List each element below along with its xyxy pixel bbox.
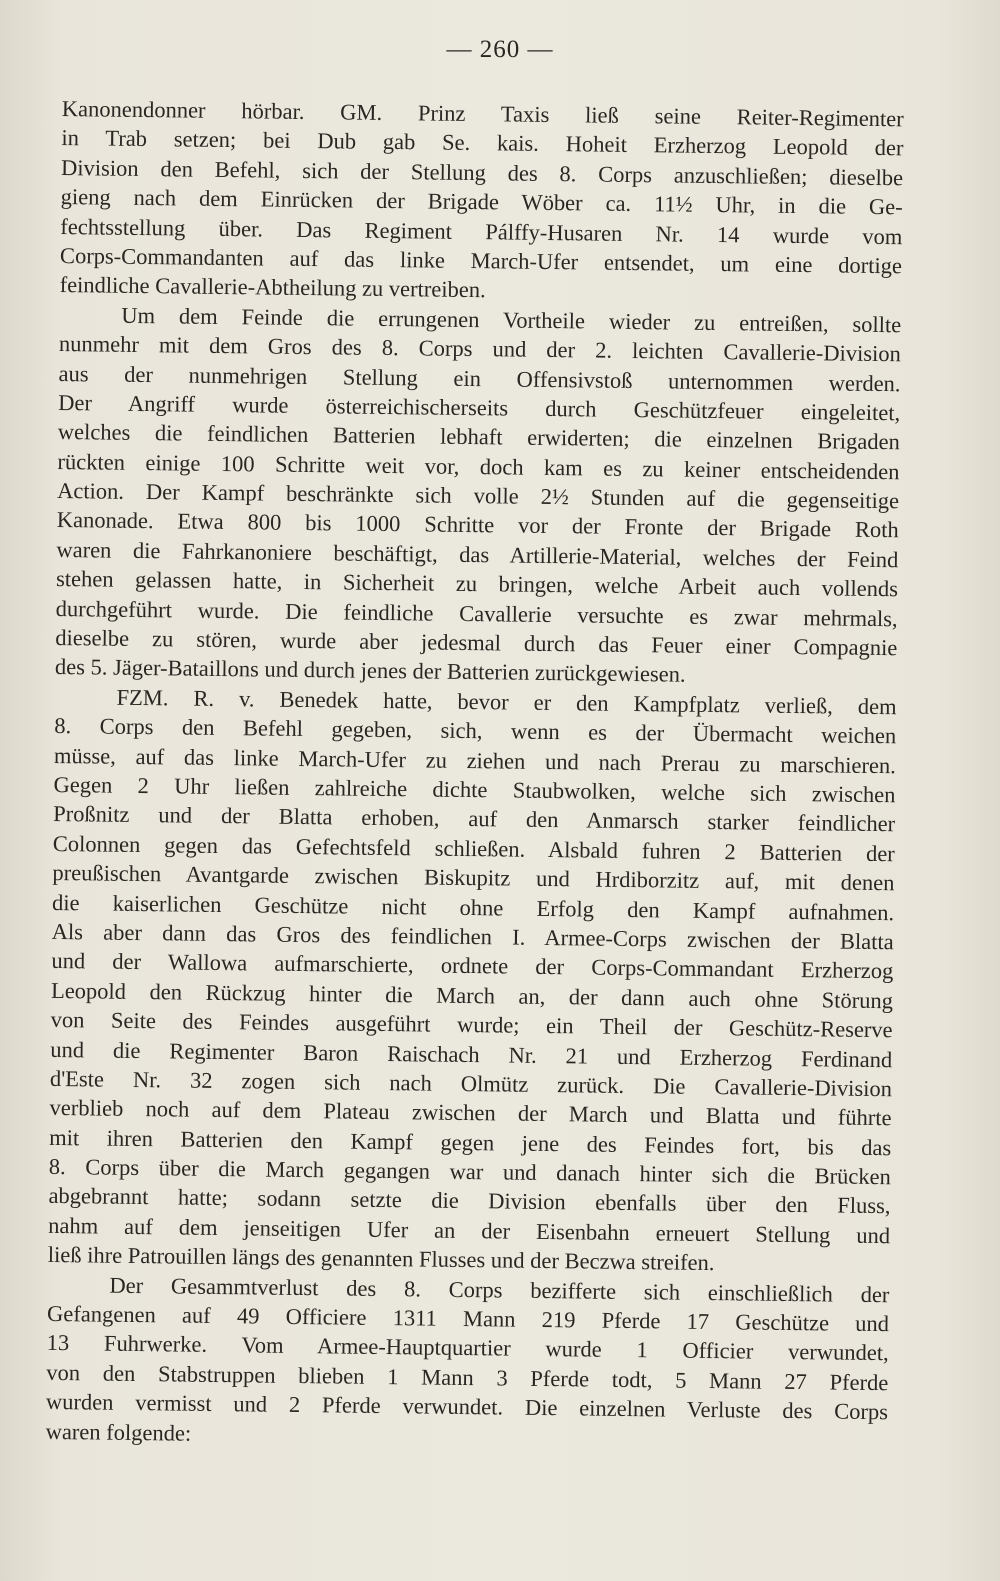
text-line: müsse, auf das linke March-Ufer zu ziehen und nach Prerau zu marschieren. <box>53 742 897 778</box>
text-line: fechtsstellung über. Das Regiment Pálffy-Husaren Nr. 14 wurde vom <box>60 213 903 249</box>
text-line: Kanonade. Etwa 800 bis 1000 Schritte vor der Fronte der Brigade Roth <box>56 507 899 543</box>
text-line: waren folgende: <box>45 1418 192 1446</box>
text-line: Action. Der Kampf beschränkte sich volle 2½ Stunden auf die gegenseitige <box>57 478 900 514</box>
text-line: von Seite des Feindes ausgeführt wurde; ein Theil der Geschütz-Reserve <box>50 1007 893 1043</box>
text-line: ließ ihre Patrouillen längs des genannten Flusses und der Beczwa streifen. <box>47 1242 715 1276</box>
text-line: des 5. Jäger-Bataillons und durch jenes der Batterien zurückgewiesen. <box>54 654 686 688</box>
text-line: und die Regimenter Baron Raischach Nr. 21 und Erzherzog Ferdinand <box>50 1036 893 1072</box>
text-line: Um dem Feinde die errungenen Vortheile wieder zu entreißen, sollte <box>121 302 902 338</box>
text-line: stehen gelassen hatte, in Sicherheit zu bringen, welche Arbeit auch vollends <box>55 566 899 602</box>
text-line: gieng nach dem Einrücken der Brigade Wöber ca. 11½ Uhr, in die Ge- <box>60 184 903 220</box>
text-line: feindliche Cavallerie-Abtheilung zu vertreiben. <box>59 272 486 303</box>
text-line: Leopold den Rückzug hinter die March an, der dann auch ohne Störung <box>50 977 894 1013</box>
text-line: die kaiserlichen Geschütze nicht ohne Erfolg den Kampf aufnahmen. <box>51 889 895 925</box>
text-line: nahm auf dem jenseitigen Ufer an der Eisenbahn erneuert Stellung und <box>48 1212 891 1249</box>
text-line: in Trab setzen; bei Dub gab Se. kais. Hoheit Erzherzog Leopold der <box>61 125 904 161</box>
text-line: und der Wallowa aufmarschierte, ordnete der Corps-Commandant Erzherzog <box>51 948 894 984</box>
text-line: FZM. R. v. Benedek hatte, bevor er den Kampfplatz verließ, dem <box>116 684 897 720</box>
text-line: 8. Corps den Befehl gegeben, sich, wenn es der Übermacht weichen <box>54 713 897 749</box>
text-line: Division den Befehl, sich der Stellung des 8. Corps anzuschließen; dieselbe <box>60 154 904 191</box>
body-text <box>45 94 903 1456</box>
text-line: preußischen Avantgarde zwischen Biskupitz und Hrdiborzitz auf, mit denen <box>52 860 895 896</box>
text-line: verblieb noch auf dem Plateau zwischen der March und Blatta und führte <box>49 1095 892 1131</box>
text-line: wurden vermisst und 2 Pferde verwundet. Die einzelnen Verluste des Corps <box>45 1389 889 1425</box>
text-line: nunmehr mit dem Gros des 8. Corps und der 2. leichten Cavallerie-Division <box>58 331 902 367</box>
text-line: Der Angriff wurde österreichischerseits durch Geschützfeuer eingeleitet, <box>58 389 901 426</box>
page-number: — 260 — <box>446 36 554 63</box>
text-line: mit ihren Batterien den Kampf gegen jene des Feindes fort, bis das <box>49 1124 892 1160</box>
text-line: durchgeführt wurde. Die feindliche Cavallerie versuchte es zwar mehrmals, <box>55 595 898 631</box>
text-line: aus der nunmehrigen Stellung ein Offensivstoß unternommen werden. <box>58 360 901 396</box>
text-line: dieselbe zu stören, wurde aber jedesmal durch das Feuer einer Compagnie <box>55 624 898 661</box>
text-line: Gegen 2 Uhr ließen zahlreiche dichte Staubwolken, welche sich zwischen <box>53 771 896 808</box>
text-line: waren die Fahrkanoniere beschäftigt, das Artillerie-Material, welches der Feind <box>56 536 899 573</box>
text-line: Kanonendonner hörbar. GM. Prinz Taxis ließ seine Reiter-Regimenter <box>61 95 904 132</box>
text-line: Colonnen gegen das Gefechtsfeld schließen. Alsbald fuhren 2 Batterien der <box>52 830 895 866</box>
text-line: Proßnitz und der Blatta erhoben, auf den Anmarsch starker feindlicher <box>53 801 896 837</box>
text-line: 13 Fuhrwerke. Vom Armee-Hauptquartier wurde 1 Officier verwundet, <box>46 1330 889 1366</box>
text-line: abgebrannt hatte; sodann setzte die Division ebenfalls über den Fluss, <box>48 1183 891 1219</box>
text-line: Der Gesammtverlust des 8. Corps bezifferte sich einschließlich der <box>109 1272 890 1307</box>
text-line: rückten einige 100 Schritte weit vor, doch kam es zu keiner entscheidenden <box>57 448 900 484</box>
text-line: 8. Corps über die March gegangen war und danach hinter sich die Brücken <box>48 1153 891 1190</box>
text-line: Als aber dann das Gros des feindlichen I. Armee-Corps zwischen der Blatta <box>51 918 894 955</box>
text-line: Corps-Commandanten auf das linke March-Ufer entsendet, um eine dortige <box>59 242 903 279</box>
text-line: von den Stabstruppen blieben 1 Mann 3 Pferde todt, 5 Mann 27 Pferde <box>46 1359 889 1395</box>
text-line: Gefangenen auf 49 Officiere 1311 Mann 219 Pferde 17 Geschütze und <box>46 1300 890 1337</box>
text-line: welches die feindlichen Batterien lebhaft erwiderten; die einzelnen Brigaden <box>57 419 900 455</box>
text-line: d'Este Nr. 32 zogen sich nach Olmütz zurück. Die Cavallerie-Division <box>49 1065 893 1102</box>
